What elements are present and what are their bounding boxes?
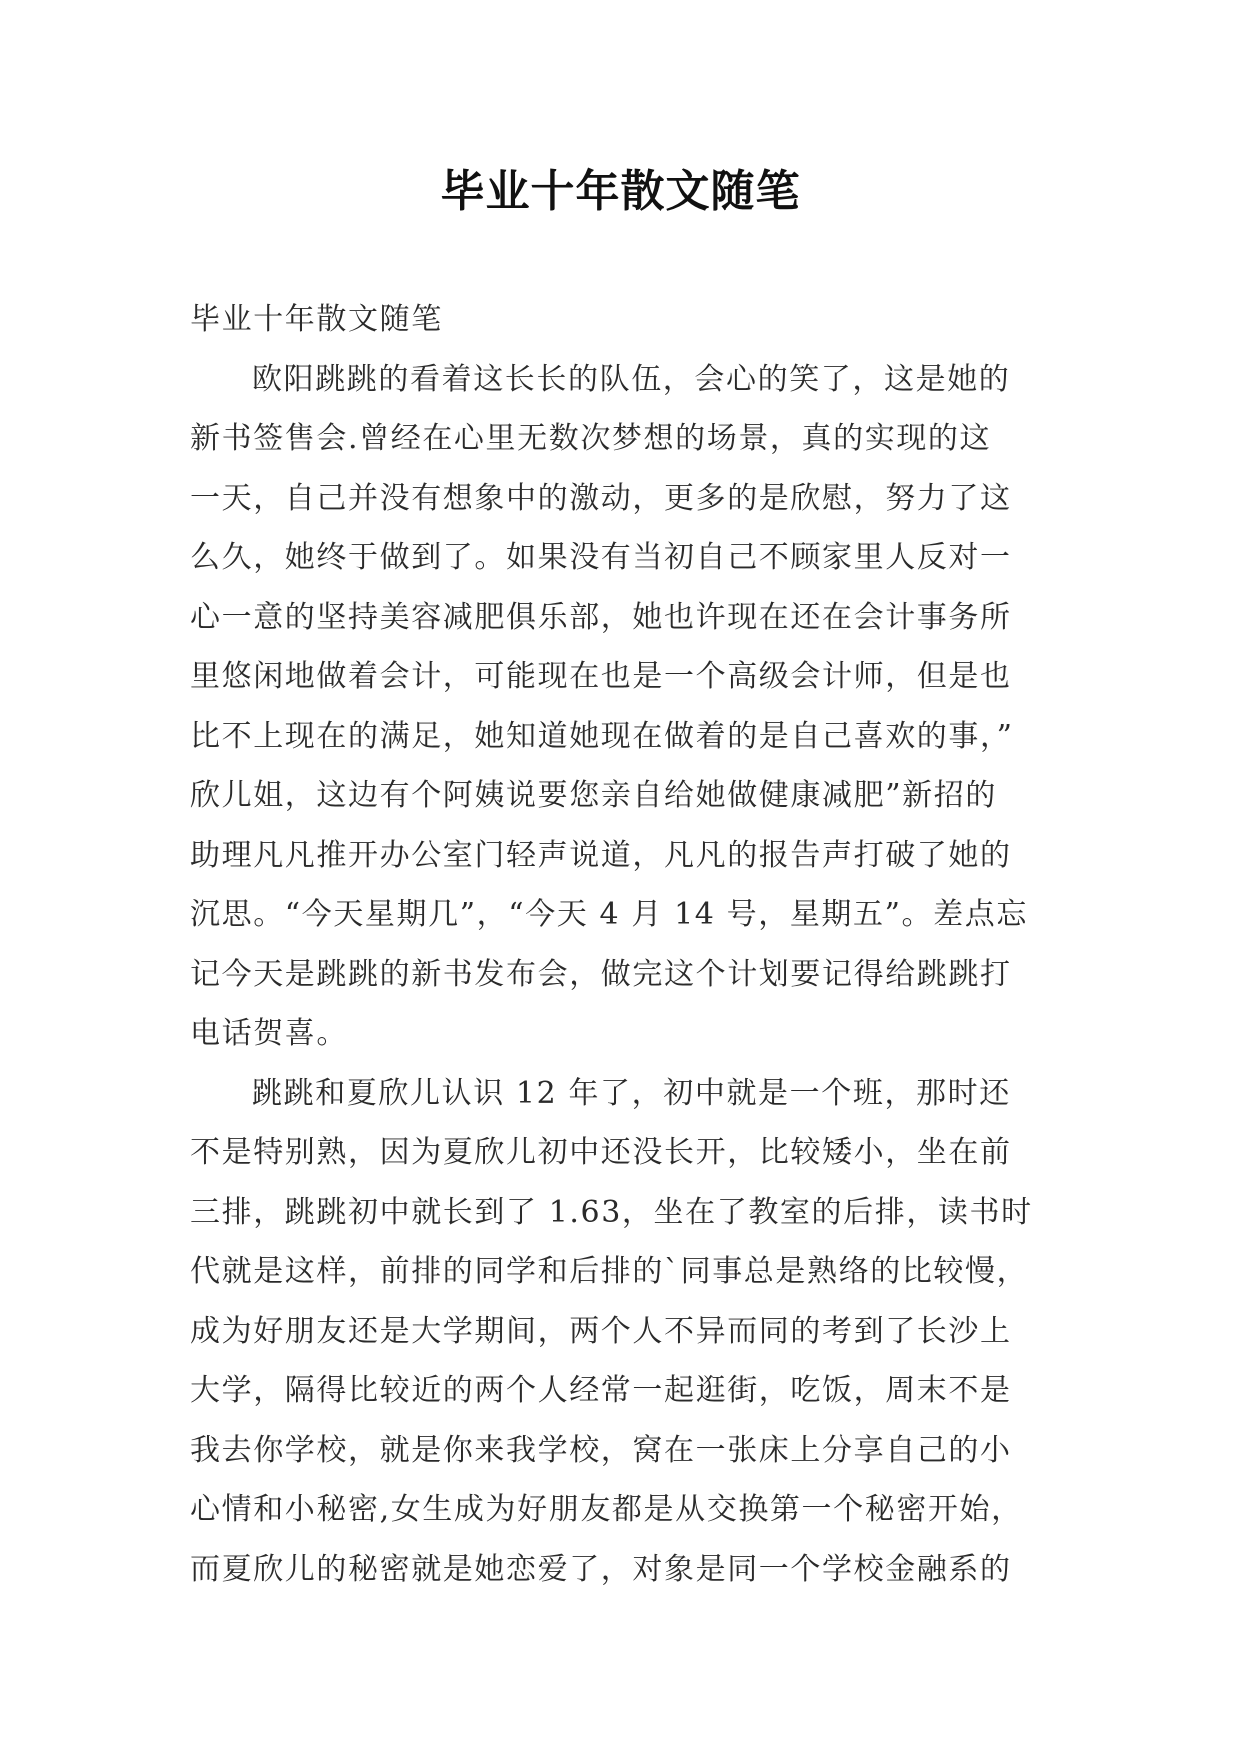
text-line: 不是特别熟，因为夏欣儿初中还没长开，比较矮小，坐在前 bbox=[190, 1135, 1012, 1170]
text-line: 沉思。“今天星期几”，“今天 4 月 14 号，星期五”。差点忘 bbox=[190, 897, 1028, 932]
document-body bbox=[190, 290, 1055, 1599]
text-line: 跳跳和夏欣儿认识 12 年了，初中就是一个班，那时还 bbox=[252, 1075, 1011, 1111]
text-line: 里悠闲地做着会计，可能现在也是一个高级会计师，但是也 bbox=[190, 659, 1012, 694]
text-line: 心情和小秘密,女生成为好朋友都是从交换第一个秘密开始， bbox=[190, 1492, 1023, 1527]
document-title: 毕业十年散文随笔 bbox=[440, 166, 801, 217]
text-line: 三排，跳跳初中就长到了 1.63，坐在了教室的后排，读书时 bbox=[190, 1194, 1033, 1230]
text-line: 比不上现在的满足，她知道她现在做着的是自己喜欢的事，” bbox=[190, 718, 1014, 754]
text-line: 代就是这样，前排的同学和后排的`同事总是熟络的比较慢， bbox=[190, 1254, 1029, 1289]
text-line: 我去你学校，就是你来我学校，窝在一张床上分享自己的小 bbox=[190, 1432, 1012, 1468]
text-line: 欧阳跳跳的看着这长长的队伍，会心的笑了，这是她的 bbox=[252, 361, 1011, 397]
text-line: 电话贺喜。 bbox=[190, 1016, 348, 1051]
text-line: 而夏欣儿的秘密就是她恋爱了，对象是同一个学校金融系的 bbox=[190, 1551, 1012, 1587]
text-line: 么久，她终于做到了。如果没有当初自己不顾家里人反对一 bbox=[190, 540, 1012, 575]
text-line: 记今天是跳跳的新书发布会，做完这个计划要记得给跳跳打 bbox=[190, 956, 1012, 992]
subtitle-line: 毕业十年散文随笔 bbox=[190, 302, 443, 337]
text-line: 大学，隔得比较近的两个人经常一起逛街，吃饭，周末不是 bbox=[190, 1373, 1012, 1408]
text-line: 助理凡凡推开办公室门轻声说道，凡凡的报告声打破了她的 bbox=[190, 837, 1012, 873]
text-line: 一天，自己并没有想象中的激动，更多的是欣慰，努力了这 bbox=[190, 480, 1012, 516]
text-line: 新书签售会.曾经在心里无数次梦想的场景，真的实现的这 bbox=[190, 421, 992, 456]
text-line: 欣儿姐，这边有个阿姨说要您亲自给她做健康减肥”新招的 bbox=[190, 778, 997, 813]
text-line: 成为好朋友还是大学期间，两个人不异而同的考到了长沙上 bbox=[190, 1313, 1012, 1349]
text-line: 心一意的坚持美容减肥俱乐部，她也许现在还在会计事务所 bbox=[190, 599, 1012, 635]
